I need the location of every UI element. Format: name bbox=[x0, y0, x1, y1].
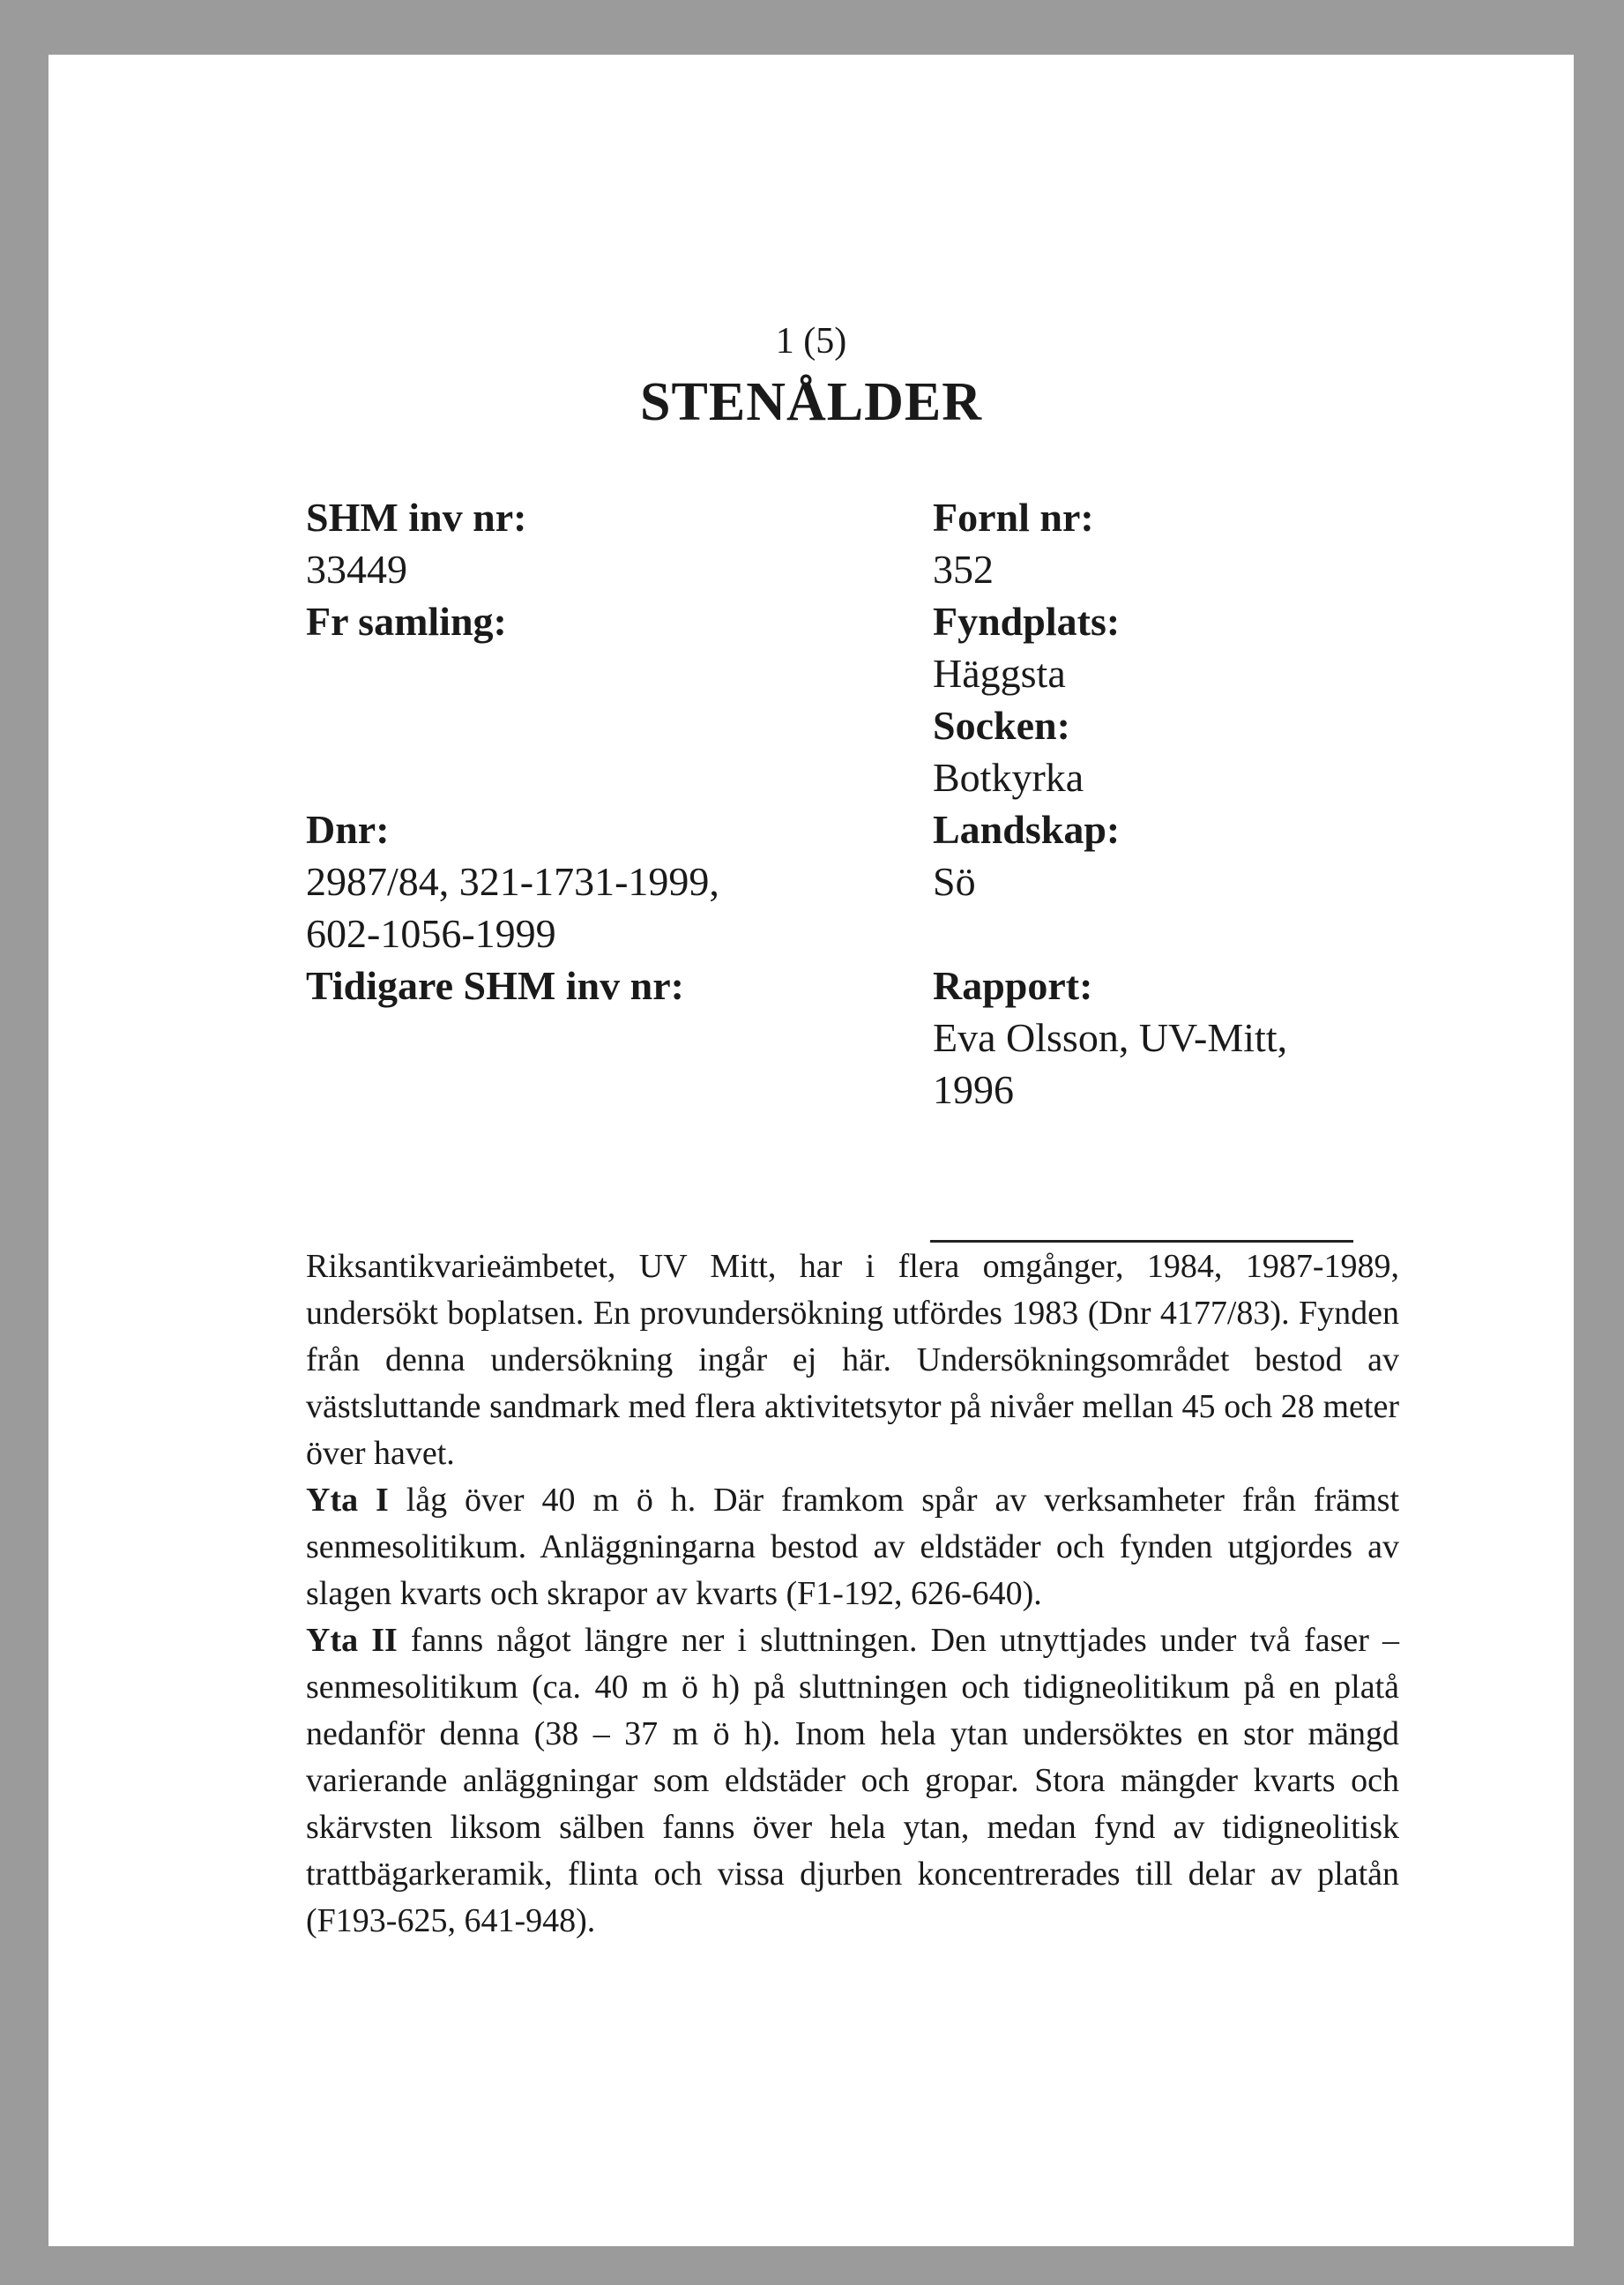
dnr-value-line2: 602-1056-1999 bbox=[306, 911, 556, 956]
fornl-label: Fornl nr: bbox=[933, 495, 1094, 540]
fyndplats-value: Häggsta bbox=[933, 651, 1066, 696]
dnr-label: Dnr: bbox=[306, 807, 390, 852]
socken-label: Socken: bbox=[933, 703, 1070, 748]
left-field-column bbox=[306, 491, 923, 1012]
field-gap bbox=[933, 907, 1391, 960]
fr-samling-empty-value bbox=[306, 647, 923, 803]
fornl-value: 352 bbox=[933, 547, 994, 592]
yta2-text: fanns något längre ner i sluttningen. Den utnyttjades under två faser – senmesolitikum (ca. 40 m ö h) på sluttningen och tidigneolitikum på en platå nedanför denna (38 – 37 m ö h). Inom hela ytan undersöktes en stor mängd varierande anläggningar som eldstäder och gropar. Stora mängder kvarts och skärvsten liksom sälben fanns över hela ytan, medan fynd av tidigneolitisk trattbägarkeramik, flinta och vissa djurben koncentrerades till delar av platån (F193-625, 641-948). bbox=[306, 1622, 1399, 1939]
shm-inv-value: 33449 bbox=[306, 547, 407, 592]
fr-samling-label: Fr samling: bbox=[306, 599, 507, 644]
shm-inv-label: SHM inv nr: bbox=[306, 495, 527, 540]
rapport-value-line1: Eva Olsson, UV-Mitt, bbox=[933, 1015, 1288, 1060]
page-title: STENÅLDER bbox=[640, 372, 982, 432]
rapport-label: Rapport: bbox=[933, 963, 1093, 1008]
yta1-label: Yta I bbox=[306, 1482, 389, 1519]
document-page bbox=[48, 55, 1574, 2246]
yta1-text: låg över 40 m ö h. Där framkom spår av verksamheter från främst senmesolitikum. Anläggningarna bestod av eldstäder och fynden utgjordes av slagen kvarts och skrapor av kvarts (F1-192, 626-640). bbox=[306, 1482, 1399, 1612]
page-number: 1 (5) bbox=[775, 321, 847, 362]
landskap-label: Landskap: bbox=[933, 807, 1121, 852]
landskap-value: Sö bbox=[933, 859, 976, 904]
tidigare-shm-label: Tidigare SHM inv nr: bbox=[306, 963, 684, 1008]
yta2-label: Yta II bbox=[306, 1622, 398, 1659]
right-field-column bbox=[933, 491, 1391, 1116]
intro-paragraph: Riksantikvarieämbetet, UV Mitt, har i flera omgånger, 1984, 1987-1989, undersökt boplatsen. En provundersökning utfördes 1983 (Dnr 4177/83). Fynden från denna undersökning ingår ej här. Undersökningsområdet bestod av västsluttande sandmark med flera aktivitetsytor på nivåer mellan 45 och 28 meter över havet. bbox=[306, 1248, 1399, 1472]
rapport-value-line2: 1996 bbox=[933, 1067, 1014, 1112]
fyndplats-label: Fyndplats: bbox=[933, 599, 1121, 644]
yta2-paragraph bbox=[306, 1617, 1399, 1945]
yta1-paragraph bbox=[306, 1477, 1399, 1617]
dnr-value-line1: 2987/84, 321-1731-1999, bbox=[306, 859, 719, 904]
socken-value: Botkyrka bbox=[933, 755, 1084, 800]
divider-rule bbox=[930, 1240, 1353, 1243]
description-text bbox=[306, 1243, 1399, 1945]
